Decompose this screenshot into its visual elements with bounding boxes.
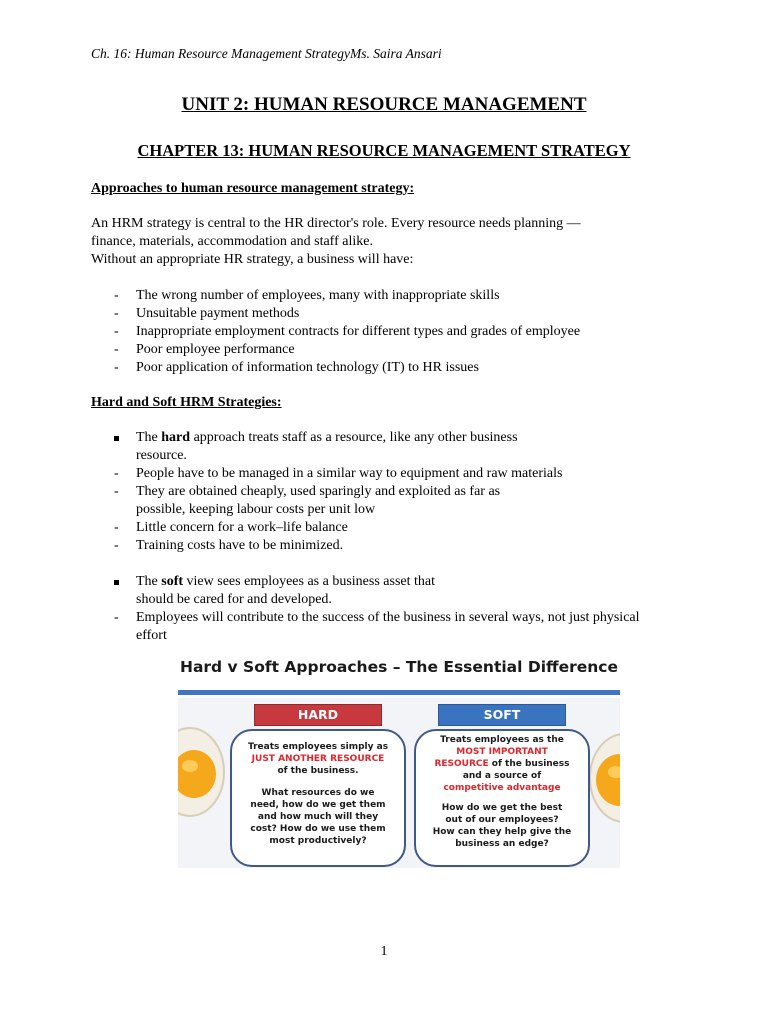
infographic-title: Hard v Soft Approaches – The Essential Difference <box>179 658 618 676</box>
dash-marker: - <box>114 466 119 481</box>
intro-line: finance, materials, accommodation and staff alike. <box>91 234 373 249</box>
dash-marker: - <box>114 306 119 321</box>
list-item: - They are obtained cheaply, used sparingly and exploited as far as possible, keeping labour costs per unit low <box>114 484 501 517</box>
hard-description-card: Treats employees simply as JUST ANOTHER RESOURCE of the business. What resources do we need, how do we get them and how much will they cost? How do we use them most productively? <box>230 729 406 867</box>
hard-approach-list <box>91 429 691 645</box>
hard-keyword: hard <box>161 430 191 445</box>
dash-marker: - <box>114 288 119 303</box>
cracked-egg-right-icon <box>586 730 620 830</box>
hard-badge: HARD <box>254 704 382 726</box>
list-item: - Inappropriate employment contracts for different types and grades of employee <box>114 324 581 339</box>
page-number: 1 <box>380 944 388 959</box>
dash-marker: - <box>114 520 119 535</box>
soft-badge: SOFT <box>438 704 566 726</box>
dash-marker: - <box>114 324 119 339</box>
dash-marker: - <box>114 342 119 357</box>
dash-marker: - <box>114 538 119 553</box>
list-item: - Little concern for a work–life balance <box>114 520 348 535</box>
intro-line: An HRM strategy is central to the HR director's role. Every resource needs planning — <box>91 216 581 231</box>
list-item: - People have to be managed in a similar way to equipment and raw materials <box>114 466 563 481</box>
list-item: - Poor application of information technology (IT) to HR issues <box>114 360 479 375</box>
dash-marker: - <box>114 360 119 375</box>
soft-description-card: Treats employees as the MOST IMPORTANT RESOURCE of the business and a source of competitive advantage How do we get the best out of our employees? How can they help give the business an edge? <box>414 729 590 867</box>
hard-vs-soft-infographic <box>178 652 620 868</box>
list-item: - Unsuitable payment methods <box>114 306 300 321</box>
section-heading-hard-soft: Hard and Soft HRM Strategies: <box>91 395 282 410</box>
consequences-list <box>91 287 691 377</box>
intro-line: Without an appropriate HR strategy, a business will have: <box>91 252 414 267</box>
soft-keyword: soft <box>161 574 184 589</box>
running-header: Ch. 16: Human Resource Management StrategyMs. Saira Ansari <box>91 46 442 61</box>
dash-marker: - <box>114 610 119 625</box>
square-bullet-icon <box>114 429 119 447</box>
list-item: - Training costs have to be minimized. <box>114 538 344 553</box>
dash-marker: - <box>114 484 119 499</box>
list-item: - Poor employee performance <box>114 342 295 357</box>
section-heading-approaches: Approaches to human resource management strategy: <box>91 181 415 196</box>
intro-paragraph <box>91 215 691 269</box>
chapter-title: CHAPTER 13: HUMAN RESOURCE MANAGEMENT STRATEGY <box>137 141 631 160</box>
cracked-egg-left-icon <box>178 722 228 822</box>
list-item: - Employees will contribute to the success of the business in several ways, not just physical effort <box>114 610 640 643</box>
list-item: - The wrong number of employees, many with inappropriate skills <box>114 288 500 303</box>
title-rule <box>178 690 620 695</box>
unit-title: UNIT 2: HUMAN RESOURCE MANAGEMENT <box>181 94 587 115</box>
list-item-soft-intro: The soft view sees employees as a business asset that should be cared for and developed. <box>91 573 691 609</box>
list-item-hard-intro: The hard approach treats staff as a resource, like any other business resource. <box>91 429 691 465</box>
square-bullet-icon <box>114 573 119 591</box>
